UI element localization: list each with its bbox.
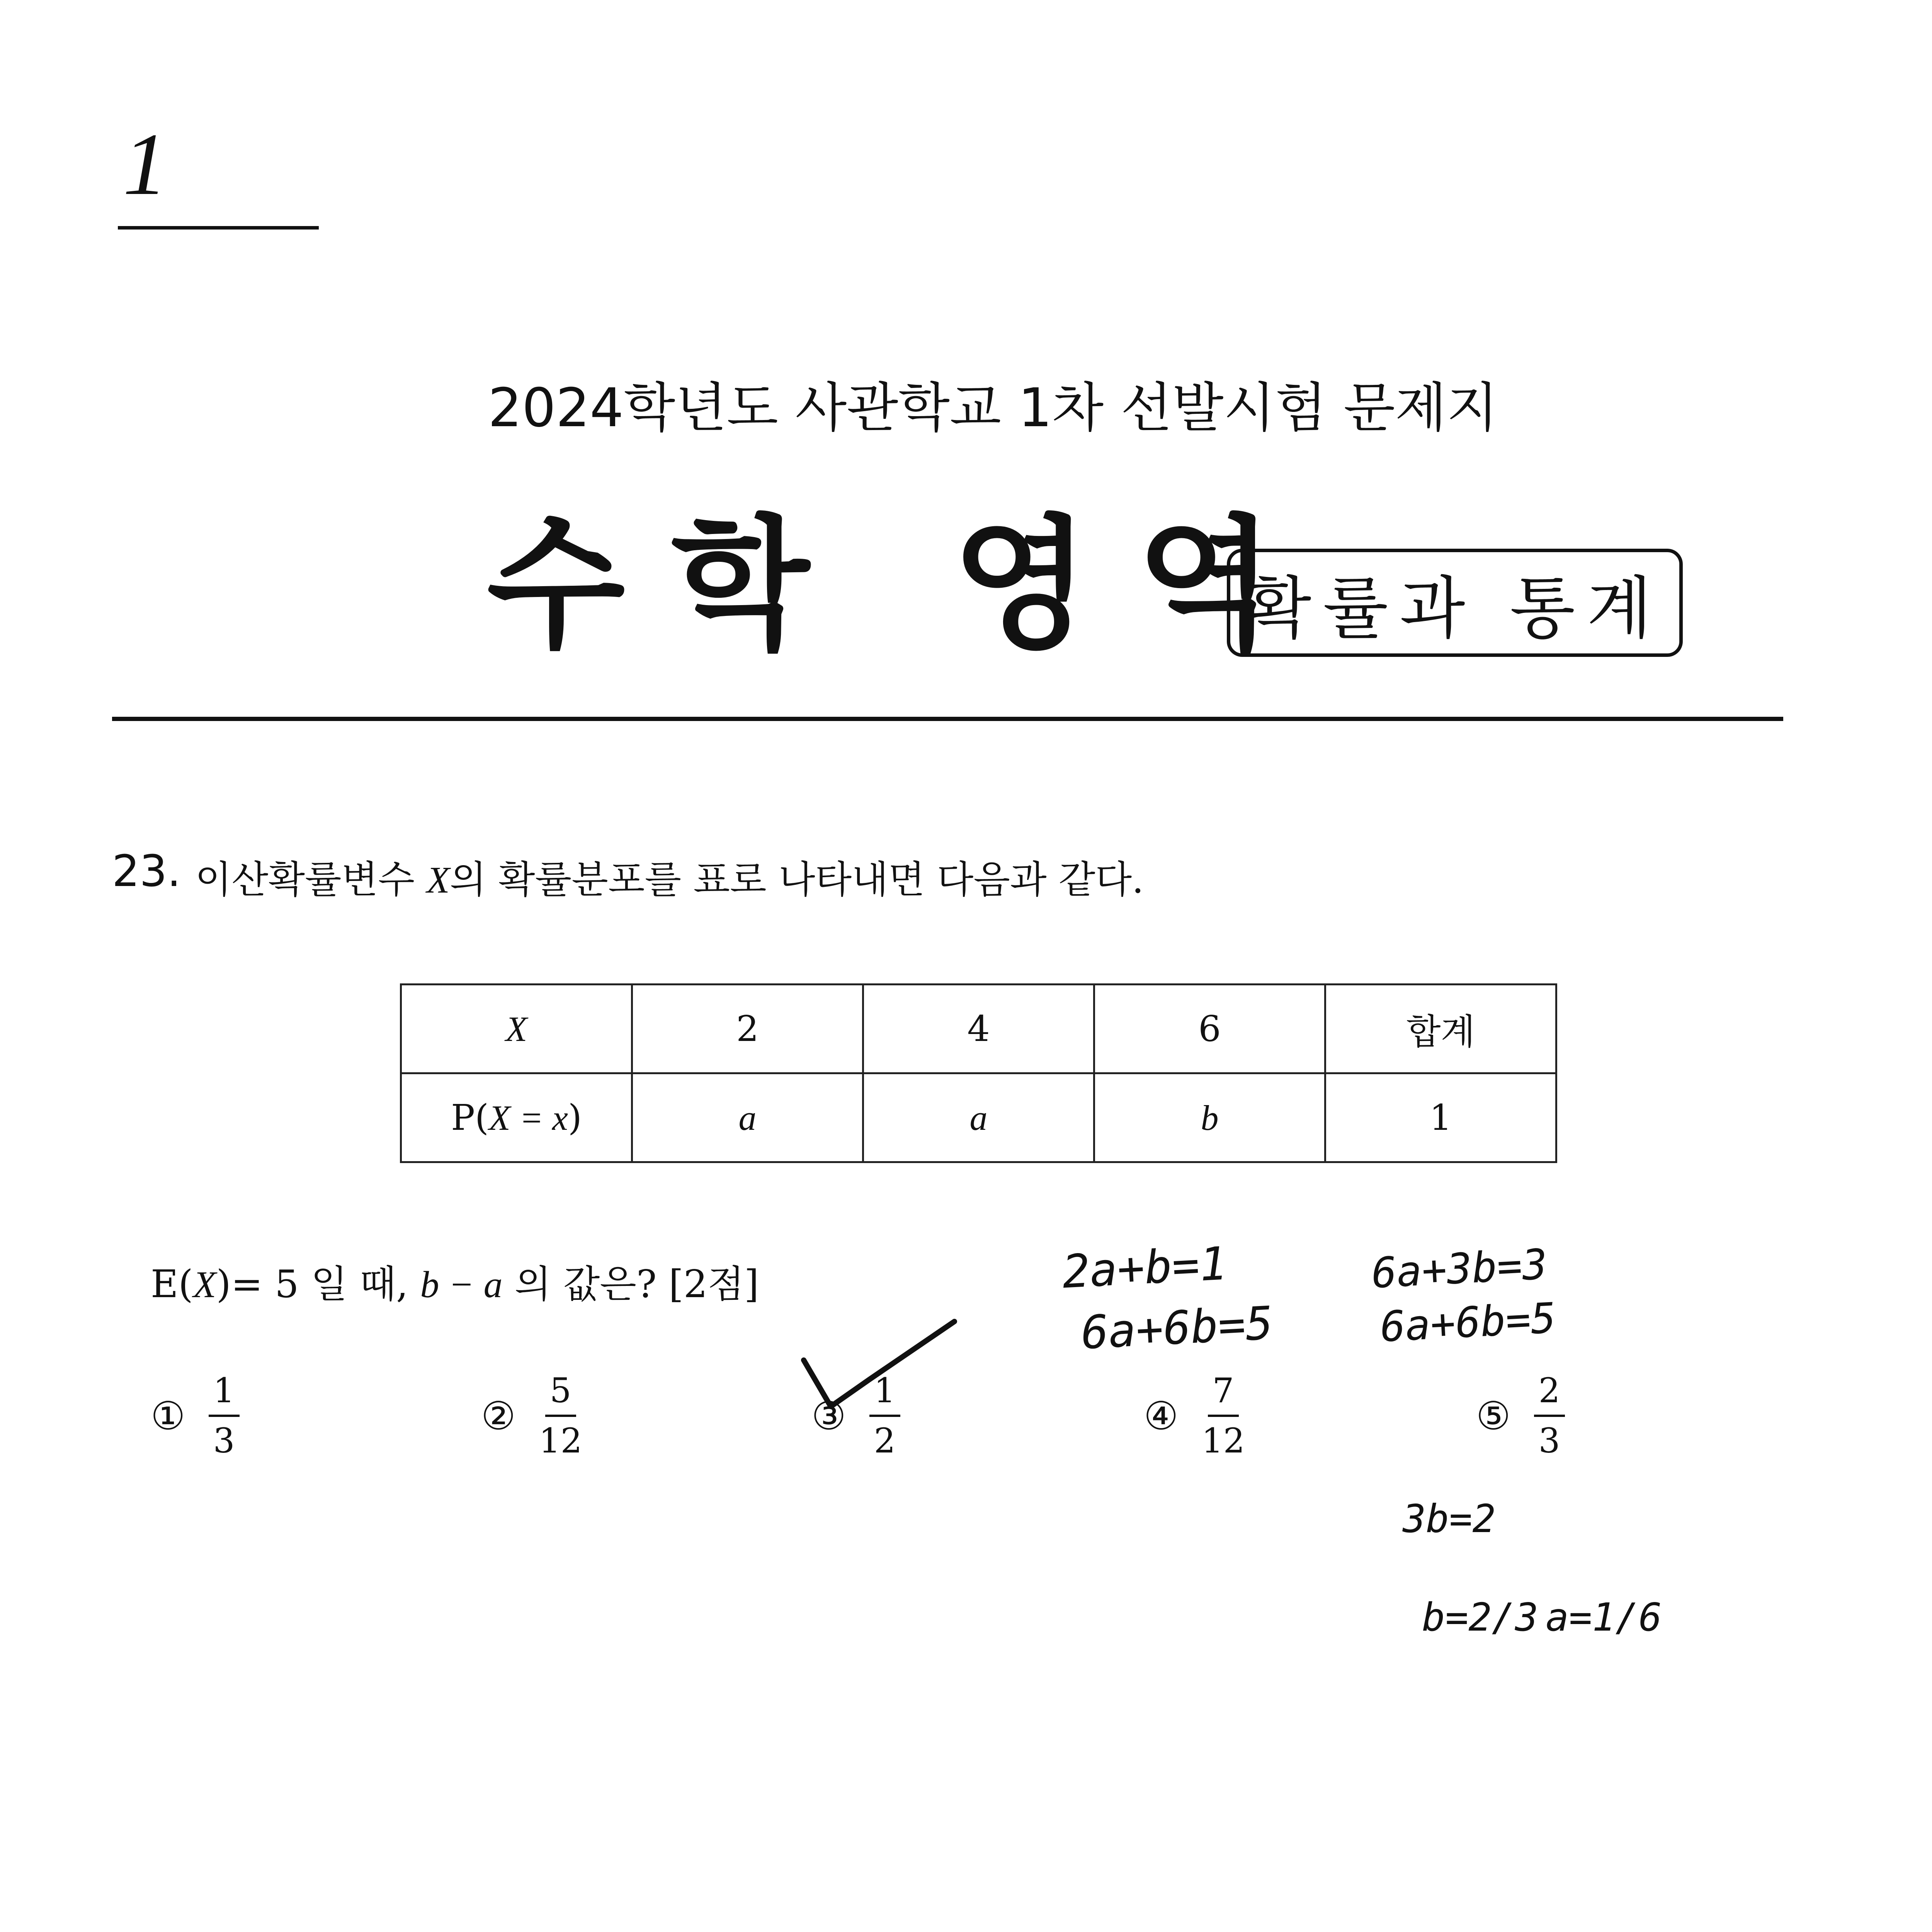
handwritten-note: b=2/3 <box>1422 1595 1539 1640</box>
handwritten-note: 3b=2 <box>1403 1496 1496 1541</box>
choice-number: ① <box>151 1393 185 1439</box>
prob-label-suffix: ) <box>568 1097 582 1138</box>
condition-suffix: 의 값은? [2점] <box>502 1262 759 1306</box>
question-variable: X <box>427 859 450 901</box>
choice-fraction: $\frac{7}{12}$ <box>1201 1371 1245 1461</box>
handwritten-note: 2a+b=1 <box>1061 1236 1228 1299</box>
choice-fraction: $\frac{1}{2}$ <box>869 1374 900 1458</box>
choice-fraction: $\frac{5}{12}$ <box>539 1371 582 1461</box>
table-cell: 4 <box>863 985 1094 1073</box>
choice-fraction: $\frac{2}{3}$ <box>1534 1374 1565 1458</box>
handwritten-note: 6a+6b=5 <box>1379 1294 1557 1352</box>
choice-number: ③ <box>811 1393 846 1439</box>
condition-prefix: E( <box>151 1262 193 1306</box>
handwritten-note: 6a+3b=3 <box>1370 1240 1549 1298</box>
condition-variable: X <box>193 1264 216 1306</box>
prob-label-prefix: P( <box>451 1097 489 1138</box>
page-number: 1 <box>123 115 167 213</box>
table-cell: a <box>863 1073 1094 1162</box>
checkmark-icon <box>804 1321 954 1406</box>
table-cell: 6 <box>1094 985 1325 1073</box>
table-cell: 2 <box>632 985 863 1073</box>
question-number: 23. <box>112 846 181 896</box>
question-text-before: 이산확률변수 <box>195 858 427 902</box>
table-cell: b <box>1094 1073 1325 1162</box>
subject-title: 수학 영역 <box>487 502 1321 668</box>
exam-subtitle: 2024학년도 사관학교 1차 선발시험 문제지 <box>488 377 1498 439</box>
table-cell: 합계 <box>1325 985 1556 1073</box>
handwritten-note: a=1/6 <box>1546 1595 1662 1640</box>
section-badge: 확률과 통계 <box>1227 549 1683 657</box>
condition-expression: b − a <box>420 1264 503 1306</box>
table-cell: X <box>401 985 632 1073</box>
condition-mid: )= 5 일 때, <box>216 1262 420 1306</box>
choice-number: ② <box>481 1393 516 1439</box>
question-text-after: 의 확률분포를 표로 나타내면 다음과 같다. <box>450 858 1144 902</box>
choice-number: ④ <box>1144 1393 1179 1439</box>
handwritten-note: 6a+6b=5 <box>1080 1296 1275 1360</box>
prob-label-expr: X = x <box>488 1098 568 1138</box>
choice-fraction: $\frac{1}{3}$ <box>209 1374 240 1458</box>
choice-number: ⑤ <box>1476 1393 1511 1439</box>
table-cell: a <box>632 1073 863 1162</box>
table-cell: 1 <box>1325 1073 1556 1162</box>
